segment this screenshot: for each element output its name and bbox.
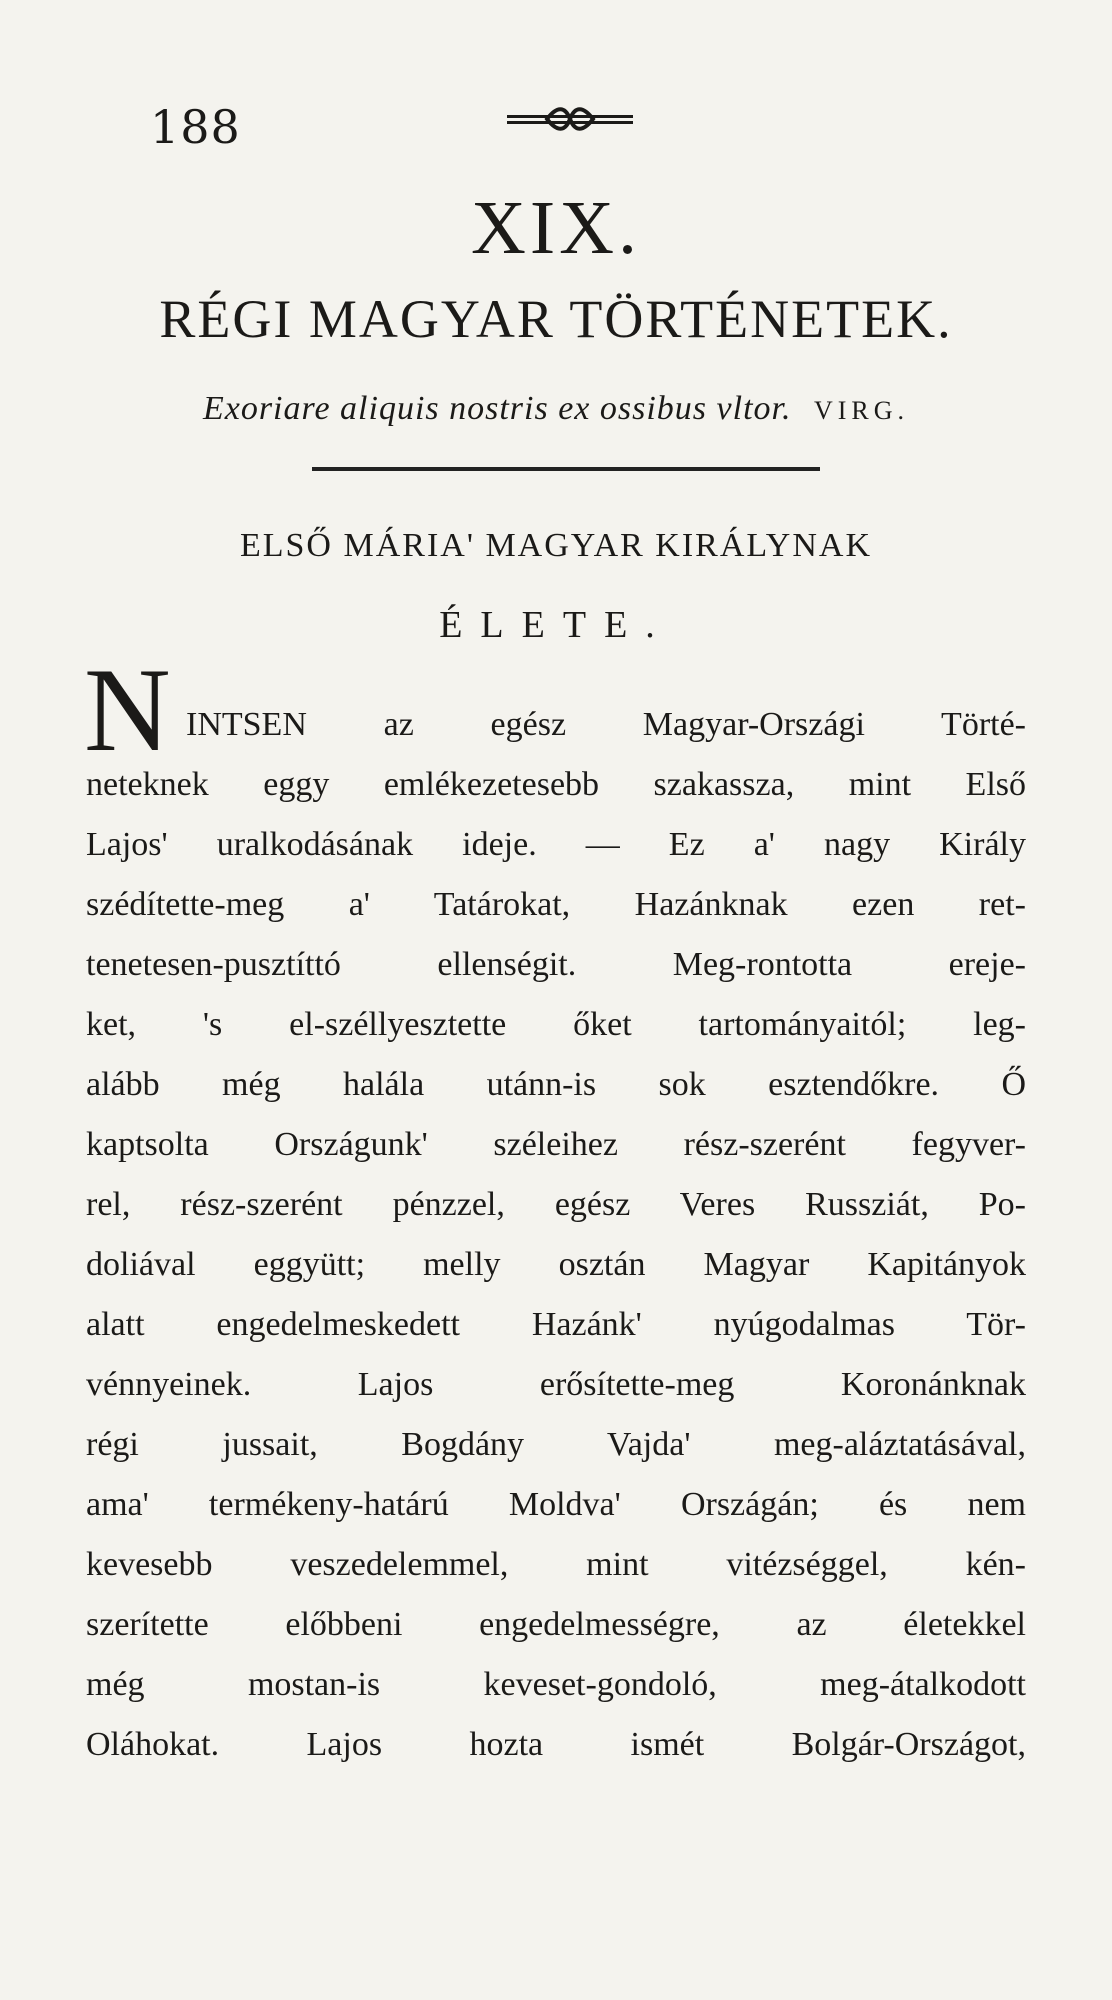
section-subtitle: ELSŐ MÁRIA' MAGYAR KIRÁLYNAK [239,527,872,564]
drop-cap: N [84,643,171,776]
body-line: doliával eggyütt; melly osztán Magyar Kapitányok [86,1246,1026,1283]
body-line: még mostan-is keveset-gondoló, meg-átalkodott [86,1666,1026,1703]
body-line: szédítette-meg a' Tatárokat, Hazánknak ezen ret- [86,886,1026,923]
ornament-icon [505,106,635,132]
body-line: INTSEN az egész Magyar-Országi Törté- [186,706,1026,743]
epigraph-author: VIRG. [813,396,910,425]
body-line: alább még halála utánn-is sok esztendőkre. Ő [86,1066,1026,1103]
chapter-number: XIX. [470,186,642,270]
body-line: régi jussait, Bogdány Vajda' meg-aláztatásával, [86,1426,1026,1463]
section-subtitle-2: ÉLETE. [439,604,673,646]
body-line: Oláhokat. Lajos hozta ismét Bolgár-Országot, [86,1726,1026,1763]
body-line: kaptsolta Országunk' széleihez rész-szerént fegyver- [86,1126,1026,1163]
body-line: vénnyeinek. Lajos erősítette-meg Koronánknak [86,1366,1026,1403]
body-line: tenetesen-pusztíttó ellenségit. Meg-rontotta ereje- [86,946,1026,983]
body-line: ama' termékeny-határú Moldva' Országán; és nem [86,1486,1026,1523]
body-line: szerítette előbbeni engedelmességre, az életekkel [86,1606,1026,1643]
body-line: ket, 's el-széllyesztette őket tartományaitól; leg- [86,1006,1026,1043]
chapter-title: RÉGI MAGYAR TÖRTÉNETEK. [159,289,953,349]
epigraph [0,390,1112,428]
body-line: rel, rész-szerént pénzzel, egész Veres Russziát, Po- [86,1186,1026,1223]
body-line: alatt engedelmeskedett Hazánk' nyúgodalmas Tör- [86,1306,1026,1343]
body-line: Lajos' uralkodásának ideje. — Ez a' nagy Király [86,826,1026,863]
body-line: neteknek eggy emlékezetesebb szakassza, mint Első [86,766,1026,803]
epigraph-quote: Exoriare aliquis nostris ex ossibus vltor. [202,390,792,427]
divider-rule [312,467,820,471]
body-line: kevesebb veszedelemmel, mint vitézséggel, kén- [86,1546,1026,1583]
page-number: 188 [150,100,241,154]
